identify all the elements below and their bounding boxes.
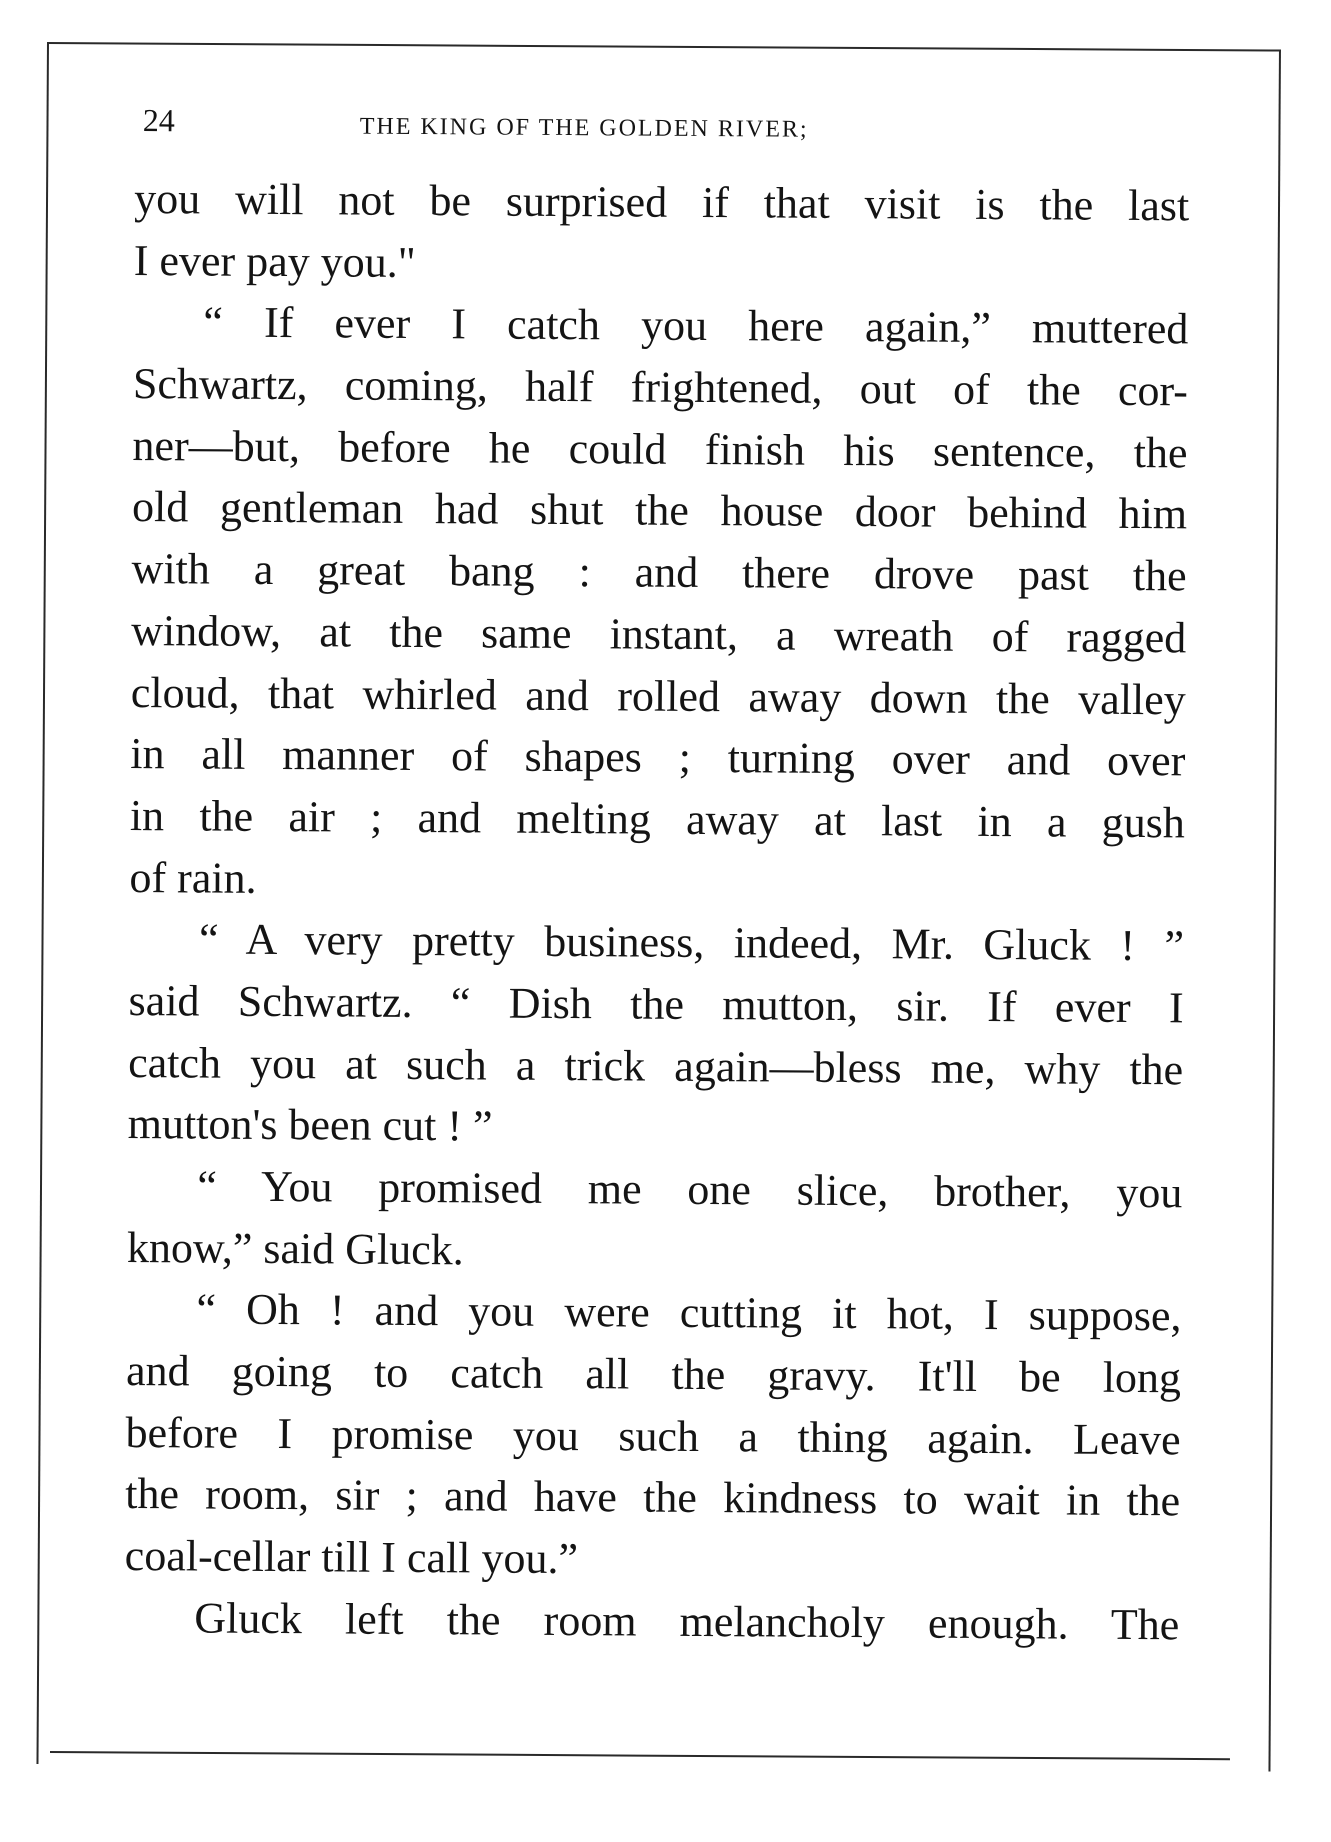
page-number: 24 (142, 102, 175, 139)
text-line: of rain. (129, 852, 257, 903)
text-line: the room, sir ; and have the kindness to wait in the (125, 1469, 1181, 1526)
text-line: “ If ever I catch you here again,” muttered (203, 297, 1189, 354)
text-line: before I promise you such a thing again. Leave (125, 1407, 1181, 1465)
text-line: with a great bang : and there drove past the (131, 544, 1187, 601)
text-line: in all manner of shapes ; turning over and over (130, 729, 1186, 786)
text-line: in the air ; and melting away at last in a gush (129, 790, 1186, 848)
text-line: coal-cellar till I call you.” (124, 1531, 579, 1584)
text-line: said Schwartz. “ Dish the mutton, sir. If ever I (128, 975, 1184, 1033)
text-line: and going to catch all the gravy. It'll be long (125, 1346, 1182, 1403)
text-line: old gentleman had shut the house door behind him (131, 482, 1188, 539)
page-text (124, 90, 1190, 1656)
text-line: “ You promised me one slice, brother, you (197, 1161, 1183, 1218)
text-line: you will not be surprised if that visit is the last (134, 173, 1190, 231)
running-title: THE KING OF THE GOLDEN RIVER; (359, 113, 809, 143)
text-line: know,” said Gluck. (126, 1222, 464, 1275)
text-line: “ A very pretty business, indeed, Mr. Gluck ! ” (198, 914, 1185, 971)
text-line: cloud, that whirled and rolled away down the valley (130, 667, 1186, 724)
text-line: catch you at such a trick again—bless me, why the (128, 1037, 1184, 1094)
text-line: window, at the same instant, a wreath of ragged (131, 605, 1187, 663)
text-line: I ever pay you." (133, 235, 416, 287)
text-line: ner—but, before he could finish his sentence, the (132, 420, 1188, 478)
text-line: “ Oh ! and you were cutting it hot, I suppose, (196, 1284, 1182, 1341)
text-line: Gluck left the room melancholy enough. The (194, 1593, 1180, 1650)
text-line: Schwartz, coming, half frightened, out of the cor- (132, 359, 1189, 416)
running-head (135, 90, 1190, 157)
text-line: mutton's been cut ! ” (127, 1099, 493, 1151)
